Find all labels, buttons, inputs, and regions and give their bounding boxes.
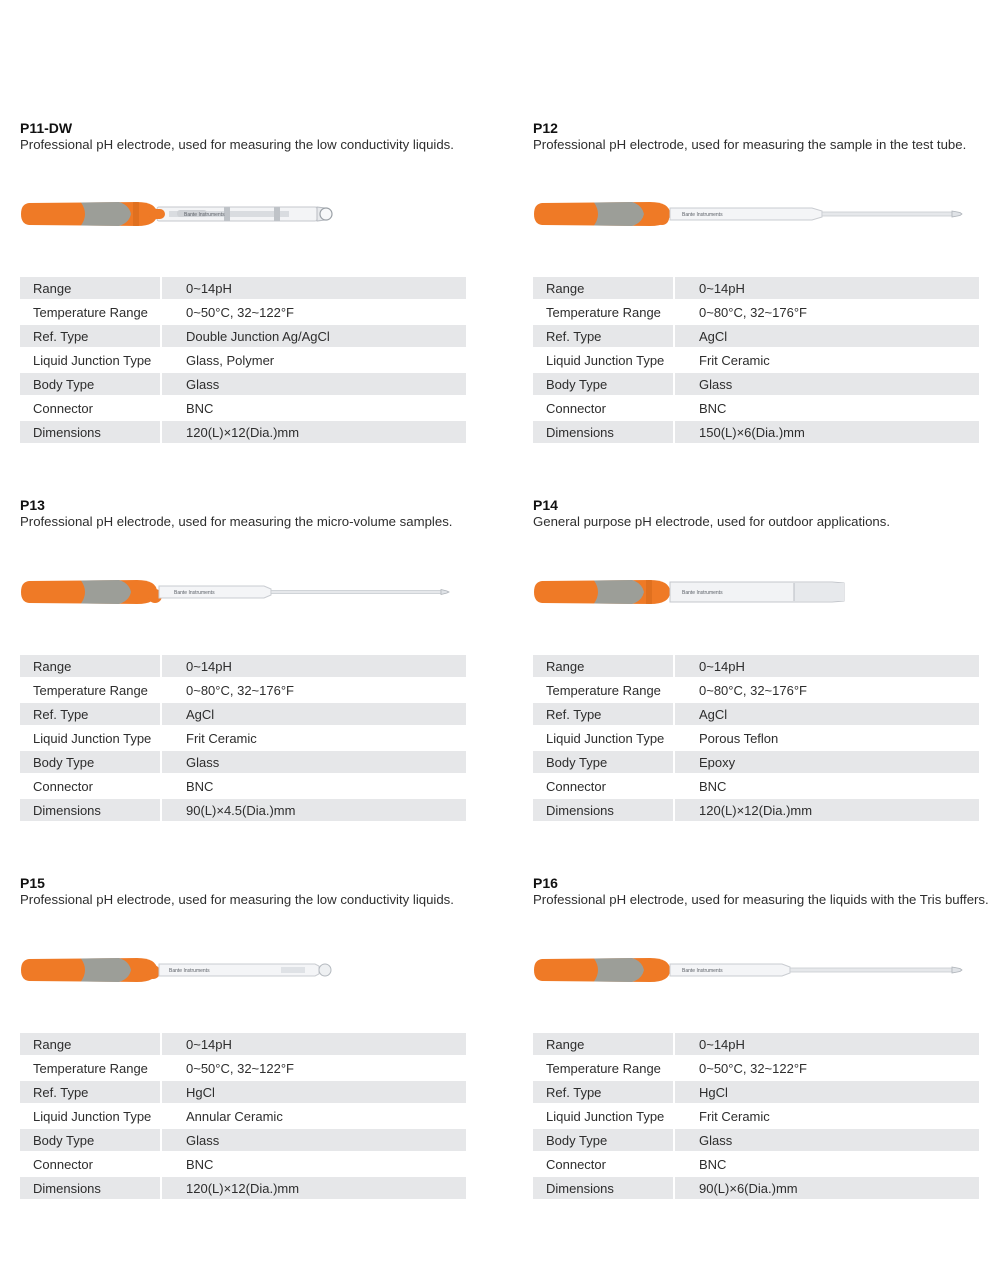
spec-label: Range — [533, 1033, 673, 1055]
spec-value: AgCl — [673, 703, 979, 725]
spec-row-dimensions — [533, 799, 979, 821]
spec-label: Liquid Junction Type — [546, 730, 665, 746]
electrode-image-p12 — [532, 194, 978, 234]
product-model: P12 — [533, 120, 558, 136]
brand-text: Bante Instruments — [682, 590, 723, 596]
spec-row-ref-type — [20, 703, 466, 725]
spec-label: Ref. Type — [533, 703, 673, 725]
spec-value: 0~50°C, 32~122°F — [160, 301, 466, 323]
spec-row-temperature-range — [533, 679, 979, 701]
spec-value: Double Junction Ag/AgCl — [160, 325, 466, 347]
spec-label: Ref. Type — [20, 325, 160, 347]
electrode-image-p14 — [532, 572, 978, 612]
spec-row-ref-type — [20, 1081, 466, 1103]
product-model: P15 — [20, 875, 45, 891]
product-model: P11-DW — [20, 120, 73, 136]
spec-value: BNC — [673, 1153, 979, 1175]
spec-label: Liquid Junction Type — [33, 730, 152, 746]
spec-row-liquid-junction-type — [533, 349, 979, 371]
spec-label: Connector — [546, 778, 606, 794]
spec-row-body-type — [533, 1129, 979, 1151]
spec-value: Glass — [160, 1129, 466, 1151]
spec-row-dimensions — [20, 1177, 466, 1199]
spec-value: Glass — [673, 373, 979, 395]
spec-row-ref-type — [533, 325, 979, 347]
spec-value: 0~80°C, 32~176°F — [160, 679, 466, 701]
spec-value: 0~14pH — [673, 277, 979, 299]
spec-row-dimensions — [20, 421, 466, 443]
spec-row-connector — [20, 1153, 466, 1175]
brand-text: Bante Instruments — [682, 968, 723, 974]
specs-table — [20, 275, 466, 445]
spec-row-range — [533, 655, 979, 677]
spec-row-liquid-junction-type — [20, 727, 466, 749]
spec-label: Dimensions — [20, 799, 160, 821]
spec-value: Glass, Polymer — [160, 349, 466, 371]
spec-value: HgCl — [673, 1081, 979, 1103]
spec-label: Range — [533, 655, 673, 677]
spec-value: BNC — [673, 775, 979, 797]
spec-value: 0~50°C, 32~122°F — [673, 1057, 979, 1079]
spec-label: Temperature Range — [546, 1060, 661, 1076]
electrode-image-p13 — [19, 572, 465, 612]
spec-value: BNC — [160, 775, 466, 797]
product-card-p15 — [20, 875, 466, 1196]
spec-row-liquid-junction-type — [20, 349, 466, 371]
spec-row-range — [533, 277, 979, 299]
spec-label: Connector — [33, 778, 93, 794]
spec-row-temperature-range — [20, 679, 466, 701]
spec-label: Connector — [546, 1156, 606, 1172]
spec-value: BNC — [160, 397, 466, 419]
spec-value: 0~14pH — [160, 277, 466, 299]
spec-row-temperature-range — [533, 301, 979, 323]
product-model: P16 — [533, 875, 558, 891]
spec-row-dimensions — [533, 421, 979, 443]
spec-value: Glass — [160, 373, 466, 395]
spec-label: Range — [20, 655, 160, 677]
spec-row-body-type — [533, 373, 979, 395]
spec-label: Body Type — [20, 1129, 160, 1151]
product-card-p14 — [533, 497, 979, 818]
product-model: P14 — [533, 497, 558, 513]
spec-value: HgCl — [160, 1081, 466, 1103]
product-model: P13 — [20, 497, 45, 513]
electrode-image-p16 — [532, 950, 978, 990]
spec-value: Frit Ceramic — [673, 1105, 979, 1127]
spec-label: Connector — [33, 400, 93, 416]
spec-label: Range — [20, 1033, 160, 1055]
spec-row-connector — [533, 775, 979, 797]
spec-value: Epoxy — [673, 751, 979, 773]
spec-label: Body Type — [20, 751, 160, 773]
spec-row-connector — [20, 397, 466, 419]
spec-row-range — [20, 655, 466, 677]
spec-value: 90(L)×4.5(Dia.)mm — [160, 799, 466, 821]
spec-value: Glass — [160, 751, 466, 773]
spec-value: Glass — [673, 1129, 979, 1151]
spec-value: AgCl — [673, 325, 979, 347]
spec-row-connector — [533, 397, 979, 419]
spec-label: Dimensions — [20, 421, 160, 443]
spec-value: 150(L)×6(Dia.)mm — [673, 421, 979, 443]
spec-value: Frit Ceramic — [160, 727, 466, 749]
spec-label: Temperature Range — [33, 304, 148, 320]
spec-label: Ref. Type — [533, 1081, 673, 1103]
spec-row-liquid-junction-type — [533, 1105, 979, 1127]
spec-row-ref-type — [533, 1081, 979, 1103]
spec-value: BNC — [673, 397, 979, 419]
brand-text: Bante Instruments — [174, 590, 215, 596]
spec-label: Connector — [546, 400, 606, 416]
spec-value: 120(L)×12(Dia.)mm — [160, 1177, 466, 1199]
spec-label: Liquid Junction Type — [546, 352, 665, 368]
spec-label: Dimensions — [533, 1177, 673, 1199]
spec-row-connector — [533, 1153, 979, 1175]
product-description: Professional pH electrode, used for measuring the low conductivity liquids. — [20, 137, 454, 152]
spec-label: Ref. Type — [533, 325, 673, 347]
spec-label: Liquid Junction Type — [546, 1108, 665, 1124]
spec-value: 120(L)×12(Dia.)mm — [673, 799, 979, 821]
spec-label: Body Type — [20, 373, 160, 395]
spec-row-range — [20, 1033, 466, 1055]
spec-label: Range — [533, 277, 673, 299]
specs-table — [20, 1031, 466, 1201]
spec-value: 0~14pH — [673, 655, 979, 677]
product-card-p12 — [533, 120, 979, 440]
specs-table — [20, 653, 466, 823]
specs-table — [533, 653, 979, 823]
spec-value: 0~50°C, 32~122°F — [160, 1057, 466, 1079]
spec-row-temperature-range — [533, 1057, 979, 1079]
spec-value: Frit Ceramic — [673, 349, 979, 371]
spec-value: 0~14pH — [673, 1033, 979, 1055]
spec-row-dimensions — [20, 799, 466, 821]
spec-label: Body Type — [533, 751, 673, 773]
brand-text: Bante Instruments — [682, 212, 723, 218]
spec-value: Annular Ceramic — [160, 1105, 466, 1127]
spec-row-ref-type — [533, 703, 979, 725]
spec-label: Dimensions — [533, 799, 673, 821]
spec-value: Porous Teflon — [673, 727, 979, 749]
brand-text: Bante Instruments — [169, 968, 210, 974]
spec-value: 0~80°C, 32~176°F — [673, 301, 979, 323]
product-card-p16 — [533, 875, 989, 1196]
product-description: Professional pH electrode, used for measuring the sample in the test tube. — [533, 137, 967, 152]
spec-label: Dimensions — [20, 1177, 160, 1199]
spec-row-temperature-range — [20, 1057, 466, 1079]
spec-row-range — [533, 1033, 979, 1055]
spec-row-body-type — [20, 1129, 466, 1151]
spec-label: Range — [20, 277, 160, 299]
electrode-image-p15 — [19, 950, 465, 990]
product-card-p11-dw — [20, 120, 466, 440]
spec-row-body-type — [20, 373, 466, 395]
spec-label: Liquid Junction Type — [33, 1108, 152, 1124]
spec-row-temperature-range — [20, 301, 466, 323]
brand-text: Bante Instruments — [184, 212, 225, 218]
spec-value: 0~14pH — [160, 655, 466, 677]
spec-label: Ref. Type — [20, 1081, 160, 1103]
spec-row-body-type — [533, 751, 979, 773]
spec-row-body-type — [20, 751, 466, 773]
specs-table — [533, 1031, 979, 1201]
product-description: General purpose pH electrode, used for outdoor applications. — [533, 514, 891, 529]
spec-label: Body Type — [533, 373, 673, 395]
spec-label: Temperature Range — [546, 304, 661, 320]
spec-label: Dimensions — [533, 421, 673, 443]
spec-value: 0~14pH — [160, 1033, 466, 1055]
product-description: Professional pH electrode, used for measuring the liquids with the Tris buffers. — [533, 892, 989, 907]
spec-label: Connector — [33, 1156, 93, 1172]
spec-value: BNC — [160, 1153, 466, 1175]
product-description: Professional pH electrode, used for measuring the micro-volume samples. — [20, 514, 453, 529]
electrode-image-p11-dw — [19, 194, 465, 234]
specs-table — [533, 275, 979, 445]
spec-label: Temperature Range — [33, 682, 148, 698]
product-card-p13 — [20, 497, 466, 818]
spec-row-liquid-junction-type — [20, 1105, 466, 1127]
spec-value: 90(L)×6(Dia.)mm — [673, 1177, 979, 1199]
spec-value: 120(L)×12(Dia.)mm — [160, 421, 466, 443]
spec-label: Liquid Junction Type — [33, 352, 152, 368]
spec-label: Temperature Range — [546, 682, 661, 698]
spec-row-liquid-junction-type — [533, 727, 979, 749]
spec-row-dimensions — [533, 1177, 979, 1199]
product-description: Professional pH electrode, used for measuring the low conductivity liquids. — [20, 892, 454, 907]
spec-value: 0~80°C, 32~176°F — [673, 679, 979, 701]
spec-row-connector — [20, 775, 466, 797]
spec-row-ref-type — [20, 325, 466, 347]
spec-label: Temperature Range — [33, 1060, 148, 1076]
spec-value: AgCl — [160, 703, 466, 725]
spec-row-range — [20, 277, 466, 299]
spec-label: Body Type — [533, 1129, 673, 1151]
spec-label: Ref. Type — [20, 703, 160, 725]
